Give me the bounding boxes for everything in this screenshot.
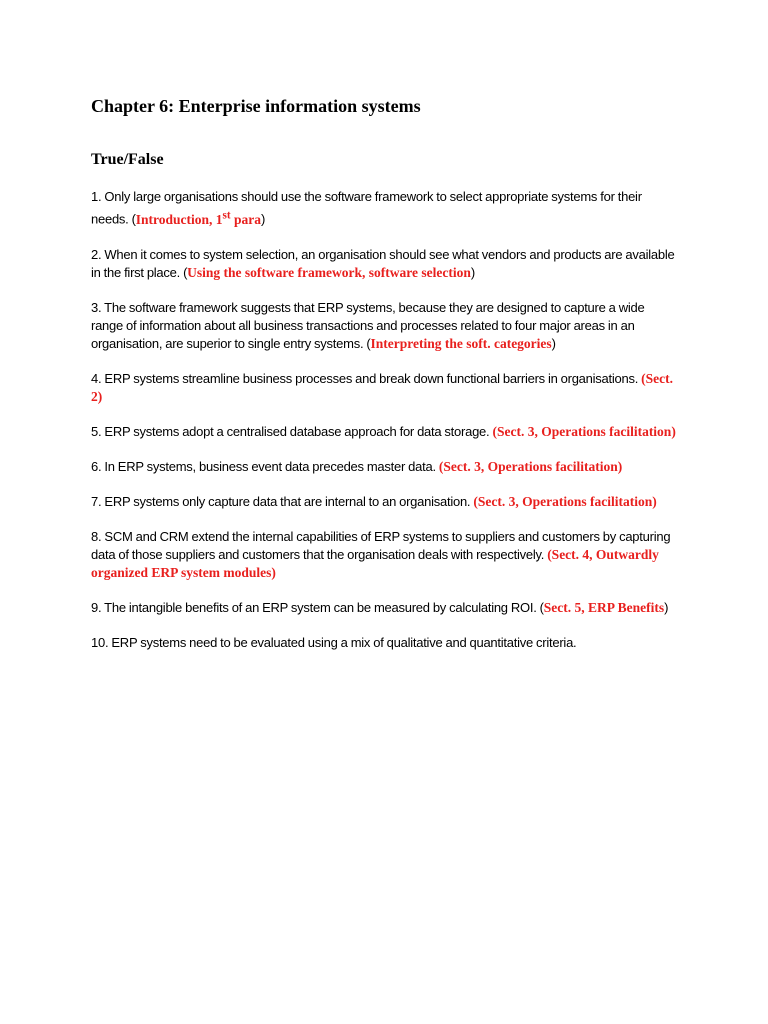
question-5: [91, 423, 679, 441]
reference-label: Interpreting the soft. categories: [370, 335, 552, 351]
reference-superscript: st: [222, 209, 231, 221]
question-text: 5. ERP systems adopt a centralised database approach for data storage.: [91, 423, 493, 439]
question-3: [91, 299, 679, 353]
question-text: 4. ERP systems streamline business processes and break down functional barriers in organisations.: [91, 370, 642, 386]
reference-label: (Sect. 3, Operations facilitation): [492, 423, 676, 439]
reference-close-paren: ): [470, 264, 475, 280]
question-text: 10. ERP systems need to be evaluated using a mix of qualitative and quantitative criteria.: [91, 634, 577, 650]
question-6: [91, 458, 679, 476]
question-9: [91, 599, 679, 617]
question-4: [91, 370, 679, 406]
question-10: [91, 634, 679, 652]
reference-label: (Sect. 2): [91, 370, 674, 404]
question-text: 2. When it comes to system selection, an organisation should see what vendors and products are available in the first place.: [91, 246, 675, 280]
reference-open-paren: (: [131, 211, 136, 227]
question-text: 7. ERP systems only capture data that are internal to an organisation.: [91, 493, 474, 509]
reference-open-paren: (: [539, 599, 544, 615]
question-7: [91, 493, 679, 511]
reference-close-paren: ): [664, 599, 669, 615]
question-text: 3. The software framework suggests that ERP systems, because they are designed to capture a wide range of information about all business transactions and processes related to four major areas in an organisation, are superior to single entry systems.: [91, 299, 645, 351]
reference-close-paren: ): [260, 211, 266, 227]
reference-label: (Sect. 3, Operations facilitation): [438, 458, 623, 474]
reference-label: (Sect. 4, Outwardly organized ERP system modules): [91, 546, 659, 580]
reference-open-paren: (: [183, 264, 188, 280]
reference-label: (Sect. 3, Operations facilitation): [473, 493, 657, 509]
question-text: 8. SCM and CRM extend the internal capabilities of ERP systems to suppliers and customers by capturing data of those suppliers and customers that the organisation deals with respectively.: [91, 528, 671, 562]
reference-label: Using the software framework, software selection: [187, 264, 471, 280]
question-text: 6. In ERP systems, business event data precedes master data.: [91, 458, 439, 474]
section-title: True/False: [91, 151, 164, 168]
question-list: [91, 188, 679, 652]
question-8: [91, 528, 679, 582]
question-2: [91, 246, 679, 282]
question-text: 1. Only large organisations should use the software framework to select appropriate systems for their needs.: [91, 189, 642, 227]
chapter-title: Chapter 6: Enterprise information systems: [91, 96, 421, 116]
reference-open-paren: (: [366, 335, 371, 351]
question-1: [91, 188, 679, 229]
reference-close-paren: ): [551, 335, 556, 351]
reference-text: Introduction, 1: [135, 211, 223, 227]
reference-text-tail: para: [230, 211, 261, 227]
reference-label: [135, 209, 261, 227]
reference-label: Sect. 5, ERP Benefits: [543, 599, 665, 615]
document-page: [91, 94, 679, 669]
question-text: 9. The intangible benefits of an ERP system can be measured by calculating ROI.: [91, 599, 540, 615]
